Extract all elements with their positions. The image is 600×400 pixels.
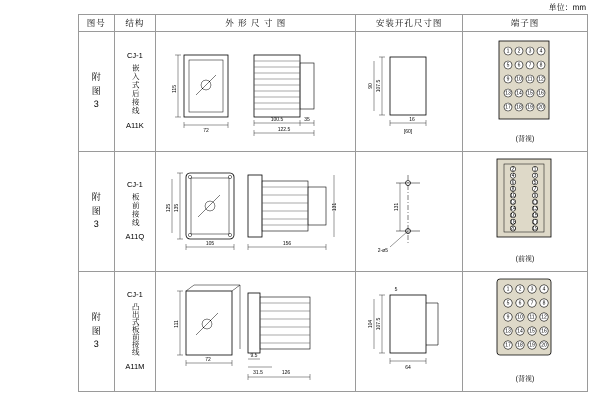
dim-104: 104	[368, 319, 375, 328]
dim-156: 156	[283, 240, 292, 247]
terminal-pin-label: 8	[542, 300, 546, 307]
fig-no-line2: 图	[91, 205, 101, 216]
dim-111: 111	[174, 319, 181, 328]
terminal-pin-label: 19	[527, 104, 533, 111]
terminal-pin-label: 6	[517, 62, 521, 69]
terminal-pin-label: 14	[517, 328, 523, 335]
header-terminal: 端子图	[463, 15, 588, 32]
terminal-pin-label: 16	[510, 212, 516, 219]
structure-code: A11M	[125, 361, 145, 371]
dim-16: 16	[409, 116, 416, 123]
terminal-pin-label: 8	[511, 185, 515, 192]
terminal-pin-label: 20	[541, 342, 547, 349]
terminal-pin-label: 17	[532, 218, 538, 225]
outline-drawing-2	[156, 153, 352, 271]
table-row	[79, 152, 588, 272]
terminal-pin-label: 16	[541, 328, 547, 335]
terminal-pin-label: 7	[530, 300, 534, 307]
terminal-pin-label: 4	[539, 48, 543, 55]
dim-135: 135	[174, 203, 181, 212]
dim-2-d5: 2-ø5	[378, 247, 389, 254]
terminal-pin-label: 5	[506, 300, 510, 307]
table-row	[79, 272, 588, 392]
terminal-pin-label: 3	[533, 172, 537, 179]
fig-no-line3: 3	[93, 339, 99, 350]
terminal-pin-label: 10	[516, 76, 522, 83]
terminal-pin-label: 12	[538, 76, 544, 83]
terminal-pin-label: 18	[517, 342, 523, 349]
header-structure: 结构	[114, 15, 156, 32]
terminal-pin-label: 5	[533, 179, 537, 186]
terminal-pin-label: 15	[532, 212, 538, 219]
terminal-pin-label: 19	[532, 225, 538, 232]
terminal-pin-label: 14	[516, 90, 522, 97]
terminal-pin-label: 4	[511, 172, 515, 179]
fig-no-line1: 附	[91, 72, 101, 83]
terminal-caption-1: (背视)	[515, 135, 535, 143]
fig-no-line3: 3	[93, 219, 99, 230]
fig-no-line1: 附	[91, 192, 101, 203]
dim-72: 72	[205, 356, 211, 363]
outline-cell-3	[156, 272, 356, 392]
dim-60: [60]	[404, 128, 413, 135]
dim-125: 125	[166, 203, 173, 212]
dim-105: 105	[206, 240, 215, 247]
terminal-pin-label: 6	[518, 300, 522, 307]
dim-122-5: 122.5	[277, 126, 291, 133]
table-header-row	[79, 15, 588, 32]
unit-note: 单位：mm	[548, 3, 586, 12]
terminal-pin-label: 12	[541, 314, 547, 321]
terminal-pin-label: 15	[527, 90, 533, 97]
structure-cell-1	[114, 32, 156, 152]
dim-107-5: 107.5	[376, 79, 383, 92]
fig-no-line2: 图	[91, 325, 101, 336]
terminal-pin-label: 1	[506, 286, 510, 293]
structure-desc: 嵌入式后接线	[131, 64, 141, 116]
terminal-pin-label: 15	[529, 328, 535, 335]
terminal-pin-label: 20	[538, 104, 544, 111]
fig-no-cell-2	[79, 152, 115, 272]
hole-cell-3	[356, 272, 463, 392]
terminal-pin-label: 1	[506, 48, 510, 55]
dim-131: 131	[394, 202, 401, 211]
terminal-drawing-3	[463, 273, 585, 373]
terminal-pin-label: 10	[517, 314, 523, 321]
terminal-pin-label: 3	[528, 48, 532, 55]
fig-no-line3: 3	[93, 99, 99, 110]
terminal-pin-label: 6	[511, 179, 515, 186]
terminal-pin-label: 11	[532, 199, 538, 206]
dim-126: 126	[282, 369, 291, 376]
dim-64: 64	[405, 364, 412, 371]
dim-31-5: 31.5	[253, 369, 264, 376]
hole-cell-2	[356, 152, 463, 272]
structure-model: CJ-1	[126, 290, 143, 300]
dim-35: 35	[304, 116, 310, 123]
terminal-pin-label: 12	[510, 199, 516, 206]
terminal-caption-3: (背视)	[515, 375, 535, 383]
dim-107-5: 107.5	[376, 317, 383, 330]
structure-desc: 板前接线	[131, 192, 141, 227]
terminal-pin-label: 19	[529, 342, 535, 349]
terminal-pin-label: 11	[529, 314, 535, 321]
header-outline-dims: 外 形 尺 寸 图	[156, 15, 356, 32]
terminal-drawing-1	[463, 33, 585, 133]
terminal-pin-label: 9	[533, 192, 537, 199]
terminal-pin-label: 2	[518, 286, 522, 293]
structure-code: A11K	[125, 120, 144, 130]
dim-9-5: 9.5	[250, 352, 258, 359]
terminal-pin-label: 18	[510, 218, 516, 225]
hole-drawing-2	[356, 153, 460, 271]
structure-cell-3	[114, 272, 156, 392]
dim-72: 72	[203, 127, 209, 134]
terminal-pin-label: 13	[532, 205, 538, 212]
outline-drawing-3	[156, 273, 352, 391]
terminal-caption-2: (前视)	[515, 255, 535, 263]
terminal-pin-label: 9	[506, 76, 510, 83]
terminal-pin-label: 11	[527, 76, 533, 83]
terminal-pin-label: 16	[538, 90, 544, 97]
terminal-drawing-2	[463, 153, 585, 253]
terminal-pin-label: 18	[516, 104, 522, 111]
terminal-pin-label: 5	[506, 62, 510, 69]
structure-desc: 凸出式板前接线	[131, 303, 141, 356]
structure-model: CJ-1	[126, 179, 143, 189]
dim-5: 5	[394, 286, 398, 293]
terminal-pin-label: 4	[542, 286, 546, 293]
dim-100-5: 100.5	[270, 116, 284, 123]
fig-no-line1: 附	[91, 312, 101, 323]
hole-drawing-3	[356, 273, 460, 391]
terminal-pin-label: 17	[505, 342, 511, 349]
structure-cell-2	[114, 152, 156, 272]
spec-table	[78, 14, 588, 392]
header-hole-dims: 安装开孔尺寸图	[356, 15, 463, 32]
structure-model: CJ-1	[126, 51, 143, 61]
outline-drawing-1	[156, 33, 352, 151]
terminal-cell-3	[463, 272, 588, 392]
fig-no-cell-3	[79, 272, 115, 392]
terminal-pin-label: 9	[506, 314, 510, 321]
terminal-pin-label: 10	[510, 192, 516, 199]
outline-cell-1	[156, 32, 356, 152]
terminal-cell-2	[463, 152, 588, 272]
terminal-pin-label: 13	[505, 328, 511, 335]
dim-115: 115	[172, 84, 179, 93]
table-row	[79, 32, 588, 152]
fig-no-cell-1	[79, 32, 115, 152]
dim-131: 131	[332, 202, 339, 211]
dim-90: 90	[368, 82, 375, 89]
terminal-pin-label: 2	[517, 48, 521, 55]
terminal-pin-label: 13	[505, 90, 511, 97]
terminal-pin-label: 1	[533, 166, 537, 173]
terminal-pin-label: 3	[530, 286, 534, 293]
structure-code: A11Q	[125, 232, 145, 242]
terminal-cell-1	[463, 32, 588, 152]
hole-drawing-1	[356, 33, 460, 151]
hole-cell-1	[356, 32, 463, 152]
terminal-pin-label: 8	[539, 62, 543, 69]
terminal-pin-label: 17	[505, 104, 511, 111]
outline-cell-2	[156, 152, 356, 272]
terminal-pin-label: 7	[528, 62, 532, 69]
terminal-pin-label: 2	[511, 166, 515, 173]
header-fig-no: 图号	[79, 15, 115, 32]
terminal-pin-label: 14	[510, 205, 516, 212]
terminal-pin-label: 7	[533, 185, 537, 192]
fig-no-line2: 图	[91, 85, 101, 96]
terminal-pin-label: 20	[510, 225, 516, 232]
